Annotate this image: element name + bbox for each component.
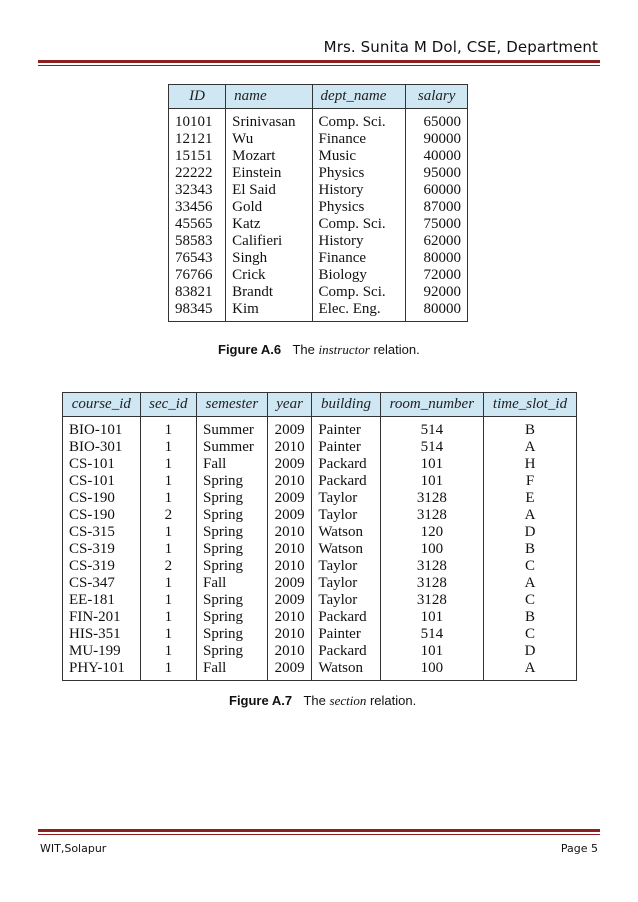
table-cell: 58583 bbox=[169, 233, 226, 250]
table-cell: 1 bbox=[140, 473, 196, 490]
table-cell: 2 bbox=[140, 558, 196, 575]
footer-page-number: Page 5 bbox=[560, 842, 598, 855]
table-cell: 101 bbox=[380, 609, 483, 626]
table-cell: 3128 bbox=[380, 490, 483, 507]
figure-caption-instructor bbox=[218, 342, 420, 358]
table-cell: Packard bbox=[312, 643, 380, 660]
table-cell: Wu bbox=[226, 131, 312, 148]
section-table bbox=[62, 392, 577, 681]
table-row bbox=[169, 267, 468, 284]
table-cell: C bbox=[484, 626, 577, 643]
table-cell: 3128 bbox=[380, 592, 483, 609]
table-row bbox=[63, 592, 577, 609]
table-cell: 75000 bbox=[406, 216, 468, 233]
table-cell: Fall bbox=[197, 575, 268, 592]
table-row bbox=[169, 148, 468, 165]
table-cell: Taylor bbox=[312, 575, 380, 592]
table-row bbox=[63, 507, 577, 524]
table-cell: 22222 bbox=[169, 165, 226, 182]
table-cell: 3128 bbox=[380, 575, 483, 592]
caption-pre: The bbox=[292, 342, 315, 357]
table-cell: 65000 bbox=[406, 114, 468, 131]
table-cell: History bbox=[312, 233, 406, 250]
figure-caption-section bbox=[229, 693, 416, 709]
caption-pre: The bbox=[303, 693, 326, 708]
table-cell: Summer bbox=[197, 422, 268, 439]
table-cell: Spring bbox=[197, 592, 268, 609]
table-cell: Watson bbox=[312, 660, 380, 681]
table-row bbox=[169, 301, 468, 322]
table-cell: Biology bbox=[312, 267, 406, 284]
table-row bbox=[169, 284, 468, 301]
table-cell: BIO-101 bbox=[63, 422, 141, 439]
table-cell: 514 bbox=[380, 626, 483, 643]
table-cell: 101 bbox=[380, 643, 483, 660]
table-cell: 1 bbox=[140, 524, 196, 541]
table-cell: 2010 bbox=[267, 626, 311, 643]
table-cell: Spring bbox=[197, 626, 268, 643]
table-cell: El Said bbox=[226, 182, 312, 199]
table-cell: H bbox=[484, 456, 577, 473]
table-cell: 1 bbox=[140, 439, 196, 456]
table-cell: Comp. Sci. bbox=[312, 284, 406, 301]
table-cell: 60000 bbox=[406, 182, 468, 199]
table-cell: 40000 bbox=[406, 148, 468, 165]
table-cell: Fall bbox=[197, 456, 268, 473]
table-cell: Taylor bbox=[312, 558, 380, 575]
table-cell: Einstein bbox=[226, 165, 312, 182]
table-cell: 2010 bbox=[267, 541, 311, 558]
table-cell: Spring bbox=[197, 524, 268, 541]
table-cell: 15151 bbox=[169, 148, 226, 165]
table-cell: B bbox=[484, 422, 577, 439]
table-cell: EE-181 bbox=[63, 592, 141, 609]
caption-relation: instructor bbox=[318, 342, 370, 357]
table-cell: 95000 bbox=[406, 165, 468, 182]
table-cell: 72000 bbox=[406, 267, 468, 284]
table-cell: PHY-101 bbox=[63, 660, 141, 681]
table-cell: A bbox=[484, 439, 577, 456]
table-row bbox=[63, 660, 577, 681]
table-cell: Comp. Sci. bbox=[312, 114, 406, 131]
table-cell: 2009 bbox=[267, 456, 311, 473]
table-cell: 2009 bbox=[267, 507, 311, 524]
table-cell: 2010 bbox=[267, 524, 311, 541]
table-cell: 1 bbox=[140, 456, 196, 473]
section-col-course-id: course_id bbox=[63, 393, 141, 417]
table-cell: 2010 bbox=[267, 473, 311, 490]
table-cell: CS-101 bbox=[63, 456, 141, 473]
table-cell: Katz bbox=[226, 216, 312, 233]
table-cell: Spring bbox=[197, 609, 268, 626]
table-cell: 2 bbox=[140, 507, 196, 524]
table-cell: CS-347 bbox=[63, 575, 141, 592]
instructor-col-name: name bbox=[226, 85, 312, 109]
table-cell: Watson bbox=[312, 541, 380, 558]
footer-rule-thin bbox=[38, 834, 600, 835]
table-cell: Gold bbox=[226, 199, 312, 216]
table-row bbox=[63, 558, 577, 575]
table-row bbox=[169, 250, 468, 267]
instructor-table bbox=[168, 84, 468, 322]
table-cell: 45565 bbox=[169, 216, 226, 233]
table-cell: Kim bbox=[226, 301, 312, 322]
table-row bbox=[63, 473, 577, 490]
table-cell: Spring bbox=[197, 541, 268, 558]
table-row bbox=[63, 439, 577, 456]
table-cell: Srinivasan bbox=[226, 114, 312, 131]
table-cell: D bbox=[484, 524, 577, 541]
table-cell: History bbox=[312, 182, 406, 199]
table-cell: 1 bbox=[140, 422, 196, 439]
table-cell: C bbox=[484, 558, 577, 575]
caption-label: Figure A.6 bbox=[218, 342, 282, 357]
instructor-header-row bbox=[169, 85, 468, 109]
table-cell: 1 bbox=[140, 660, 196, 681]
table-cell: MU-199 bbox=[63, 643, 141, 660]
footer-rule-thick bbox=[38, 829, 600, 832]
table-cell: Singh bbox=[226, 250, 312, 267]
table-cell: A bbox=[484, 660, 577, 681]
header-rule-thick bbox=[38, 60, 600, 63]
table-cell: 3128 bbox=[380, 558, 483, 575]
table-cell: Comp. Sci. bbox=[312, 216, 406, 233]
table-cell: A bbox=[484, 575, 577, 592]
table-cell: Music bbox=[312, 148, 406, 165]
caption-post: relation. bbox=[373, 342, 420, 357]
table-cell: 100 bbox=[380, 541, 483, 558]
table-cell: 80000 bbox=[406, 250, 468, 267]
table-cell: 10101 bbox=[169, 114, 226, 131]
table-cell: 2009 bbox=[267, 660, 311, 681]
table-cell: Crick bbox=[226, 267, 312, 284]
table-cell: 80000 bbox=[406, 301, 468, 322]
table-row bbox=[63, 524, 577, 541]
table-cell: Taylor bbox=[312, 507, 380, 524]
caption-post: relation. bbox=[369, 693, 417, 708]
section-col-time-slot-id: time_slot_id bbox=[484, 393, 577, 417]
table-row bbox=[169, 216, 468, 233]
table-cell: Fall bbox=[197, 660, 268, 681]
table-cell: 76543 bbox=[169, 250, 226, 267]
table-cell: Brandt bbox=[226, 284, 312, 301]
table-cell: Summer bbox=[197, 439, 268, 456]
table-cell: Physics bbox=[312, 165, 406, 182]
section-col-building: building bbox=[312, 393, 380, 417]
instructor-col-dept: dept_name bbox=[312, 85, 406, 109]
table-cell: 2010 bbox=[267, 558, 311, 575]
header-rule-thin bbox=[38, 65, 600, 66]
table-cell: 33456 bbox=[169, 199, 226, 216]
table-row bbox=[169, 165, 468, 182]
table-cell: 2010 bbox=[267, 439, 311, 456]
table-row bbox=[169, 182, 468, 199]
table-cell: FIN-201 bbox=[63, 609, 141, 626]
section-header-row bbox=[63, 393, 577, 417]
footer-institution: WIT,Solapur bbox=[40, 842, 107, 855]
table-cell: CS-315 bbox=[63, 524, 141, 541]
table-row bbox=[63, 643, 577, 660]
table-cell: BIO-301 bbox=[63, 439, 141, 456]
caption-relation: section bbox=[329, 693, 367, 708]
table-cell: 2010 bbox=[267, 609, 311, 626]
table-cell: CS-190 bbox=[63, 507, 141, 524]
table-cell: Taylor bbox=[312, 490, 380, 507]
table-cell: Finance bbox=[312, 131, 406, 148]
section-body bbox=[63, 417, 577, 681]
table-cell: Watson bbox=[312, 524, 380, 541]
table-cell: 101 bbox=[380, 473, 483, 490]
table-cell: Spring bbox=[197, 643, 268, 660]
table-row bbox=[169, 114, 468, 131]
table-cell: B bbox=[484, 541, 577, 558]
table-cell: 98345 bbox=[169, 301, 226, 322]
table-cell: 514 bbox=[380, 422, 483, 439]
table-cell: Painter bbox=[312, 439, 380, 456]
table-cell: C bbox=[484, 592, 577, 609]
table-cell: 1 bbox=[140, 575, 196, 592]
table-cell: CS-101 bbox=[63, 473, 141, 490]
table-cell: 3128 bbox=[380, 507, 483, 524]
instructor-col-salary: salary bbox=[406, 85, 468, 109]
table-cell: 62000 bbox=[406, 233, 468, 250]
table-cell: CS-319 bbox=[63, 541, 141, 558]
page-header-text: Mrs. Sunita M Dol, CSE, Department bbox=[323, 38, 598, 56]
table-cell: Finance bbox=[312, 250, 406, 267]
section-col-year: year bbox=[267, 393, 311, 417]
table-cell: 1 bbox=[140, 490, 196, 507]
table-cell: 1 bbox=[140, 609, 196, 626]
table-cell: 2009 bbox=[267, 575, 311, 592]
table-cell: 76766 bbox=[169, 267, 226, 284]
table-cell: Califieri bbox=[226, 233, 312, 250]
table-cell: Spring bbox=[197, 490, 268, 507]
table-cell: Taylor bbox=[312, 592, 380, 609]
table-cell: 120 bbox=[380, 524, 483, 541]
table-cell: 2009 bbox=[267, 422, 311, 439]
table-cell: Physics bbox=[312, 199, 406, 216]
section-col-semester: semester bbox=[197, 393, 268, 417]
table-cell: Packard bbox=[312, 473, 380, 490]
table-cell: 1 bbox=[140, 541, 196, 558]
table-cell: 12121 bbox=[169, 131, 226, 148]
table-row bbox=[169, 131, 468, 148]
table-cell: 1 bbox=[140, 643, 196, 660]
table-cell: Packard bbox=[312, 456, 380, 473]
table-row bbox=[63, 541, 577, 558]
table-cell: E bbox=[484, 490, 577, 507]
table-row bbox=[63, 456, 577, 473]
table-cell: 1 bbox=[140, 626, 196, 643]
table-cell: 100 bbox=[380, 660, 483, 681]
table-cell: HIS-351 bbox=[63, 626, 141, 643]
table-row bbox=[63, 422, 577, 439]
table-cell: D bbox=[484, 643, 577, 660]
table-cell: Painter bbox=[312, 626, 380, 643]
table-cell: 101 bbox=[380, 456, 483, 473]
table-cell: Spring bbox=[197, 558, 268, 575]
table-row bbox=[63, 609, 577, 626]
table-row bbox=[63, 626, 577, 643]
table-row bbox=[63, 490, 577, 507]
table-cell: 1 bbox=[140, 592, 196, 609]
section-col-room-number: room_number bbox=[380, 393, 483, 417]
table-cell: 92000 bbox=[406, 284, 468, 301]
instructor-body bbox=[169, 109, 468, 322]
table-cell: 87000 bbox=[406, 199, 468, 216]
table-cell: Painter bbox=[312, 422, 380, 439]
instructor-col-id: ID bbox=[169, 85, 226, 109]
table-cell: 2009 bbox=[267, 490, 311, 507]
table-row bbox=[169, 199, 468, 216]
table-cell: B bbox=[484, 609, 577, 626]
table-cell: 514 bbox=[380, 439, 483, 456]
table-cell: CS-190 bbox=[63, 490, 141, 507]
section-col-sec-id: sec_id bbox=[140, 393, 196, 417]
table-cell: F bbox=[484, 473, 577, 490]
table-cell: 90000 bbox=[406, 131, 468, 148]
table-cell: Packard bbox=[312, 609, 380, 626]
table-cell: 32343 bbox=[169, 182, 226, 199]
table-cell: Spring bbox=[197, 507, 268, 524]
table-row bbox=[169, 233, 468, 250]
table-cell: CS-319 bbox=[63, 558, 141, 575]
table-cell: Elec. Eng. bbox=[312, 301, 406, 322]
table-cell: A bbox=[484, 507, 577, 524]
table-cell: 83821 bbox=[169, 284, 226, 301]
caption-label: Figure A.7 bbox=[229, 693, 293, 708]
table-cell: 2010 bbox=[267, 643, 311, 660]
table-row bbox=[63, 575, 577, 592]
table-cell: Spring bbox=[197, 473, 268, 490]
table-cell: 2009 bbox=[267, 592, 311, 609]
table-cell: Mozart bbox=[226, 148, 312, 165]
